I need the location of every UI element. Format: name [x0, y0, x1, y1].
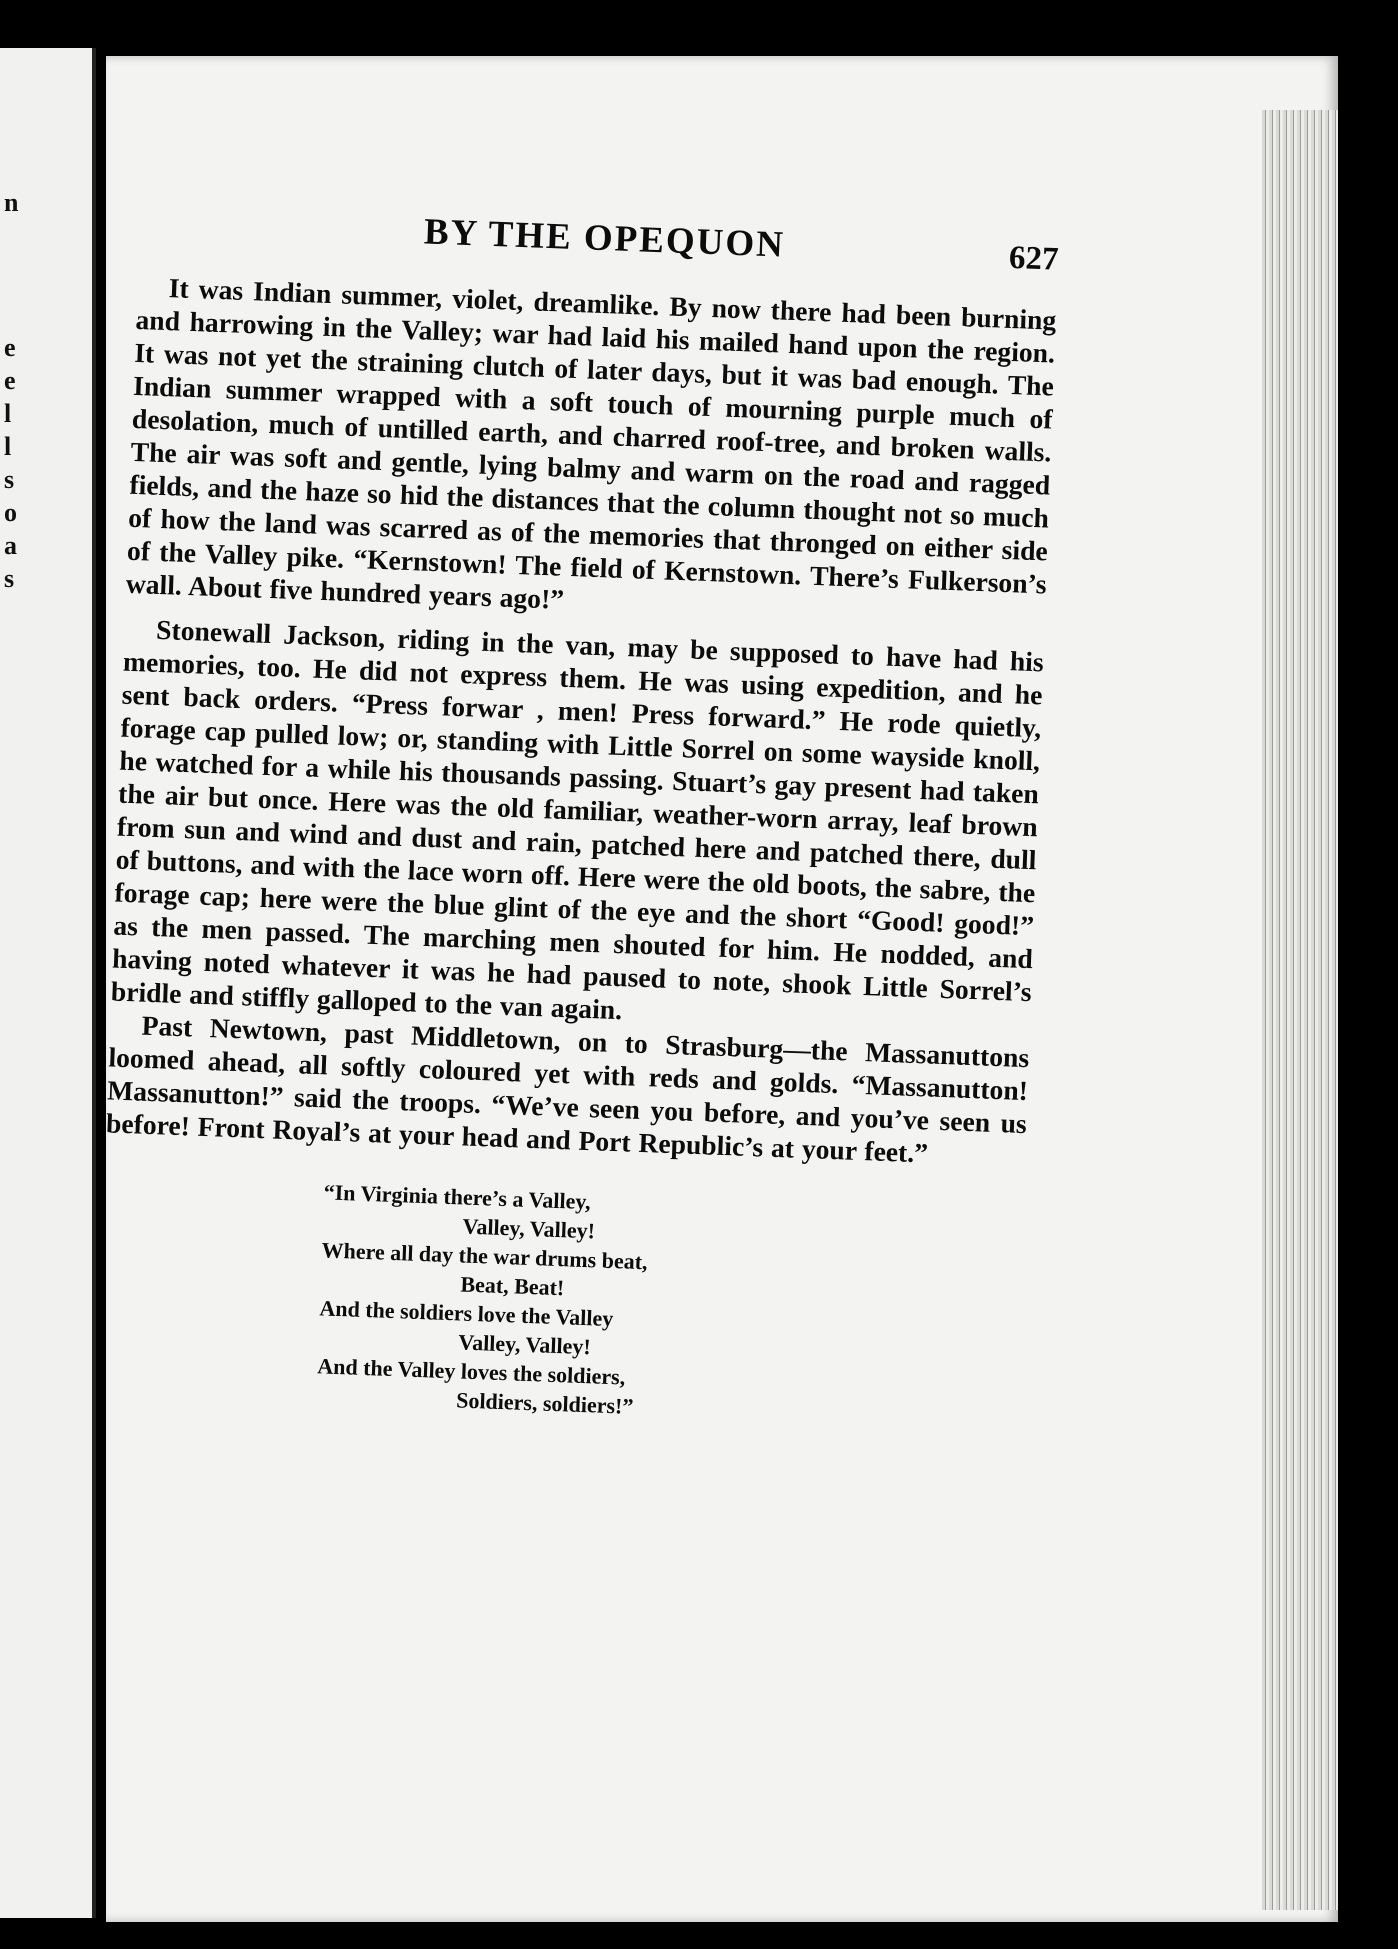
left-page-fragment: e	[4, 333, 16, 362]
running-title: BY THE OPEQUON	[423, 211, 786, 266]
left-page-fragment: s	[4, 465, 15, 494]
book-gutter	[92, 48, 96, 1918]
verse-line: Valley, Valley!	[462, 1213, 596, 1244]
left-page-fragment: e	[4, 366, 16, 395]
verse-line: And the Valley loves the soldiers,	[316, 1353, 626, 1390]
verse-block	[316, 1177, 1024, 1434]
previous-page-edge	[0, 48, 96, 1918]
paragraph: Stonewall Jackson, riding in the van, may be supposed to have had his memories, too. He did not express them. He was using expedition, and he sent back orders. “Press forwar , men! Press forward.” He rode quietly, forage cap pulled low; or, standing with Little Sorrel on some wayside knoll, he watched for a while his thousands passing. Stuart’s gay present had taken the air but once. Here was the old familiar, weather-worn array, leaf brown from sun and wind and dust and rain, patched here and patched there, dull of buttons, and with the lace worn off. Here were the old boots, the sabre, the forage cap; here were the blue glint of the eye and the short “Good! good!” as the men passed. The marching men shouted for him. He nodded, and having noted whatever it was he had paused to note, shook Little Sorrel’s bridle and stiffly galloped to the van again.	[110, 613, 1045, 1026]
verse-line: Valley, Valley!	[457, 1329, 592, 1360]
verse-line: Where all day the war drums beat,	[321, 1237, 649, 1275]
verse-line: “In Virginia there’s a Valley,	[323, 1179, 592, 1215]
left-page-fragment: n	[4, 188, 19, 217]
page-content	[96, 200, 1059, 1435]
left-page-fragment: o	[4, 498, 17, 527]
left-page-fragment: s	[4, 564, 15, 593]
left-page-fragment: l	[4, 432, 12, 461]
left-page-fragment: l	[4, 399, 12, 428]
left-page-fragment: a	[4, 531, 17, 560]
page-edges	[1262, 110, 1338, 1910]
verse-line: And the soldiers love the Valley	[319, 1295, 614, 1332]
verse-line: Soldiers, soldiers!”	[455, 1387, 634, 1419]
paragraph: It was Indian summer, violet, dreamlike. By now there had been burning and harrowing in the Valley; war had laid his mailed hand upon the region. It was not yet the straining clutch of later days, but it was bad enough. The Indian summer wrapped with a soft touch of mourning purple much of desolation, much of untilled earth, and charred roof-tree, and broken walls. The air was soft and gentle, lying balmy and warm on the road and ragged fields, and the haze so hid the distances that the column thought not so much of how the land was scarred as of the memories that thronged on either side of the Valley pike. “Kernstown! The field of Kernstown. There’s Fulkerson’s wall. About five hundred years ago!”	[125, 272, 1057, 615]
verse-line: Beat, Beat!	[460, 1271, 565, 1301]
page-number: 627	[1008, 239, 1060, 278]
paragraph: Past Newtown, past Middletown, on to Strasburg—the Massanuttons loomed ahead, all softly coloured yet with reds and golds. “Massanutton! Massanutton!” said the troops. “We’ve seen you before, and you’ve seen us before! Front Royal’s at your head and Port Republic’s at your feet.”	[105, 1009, 1030, 1169]
